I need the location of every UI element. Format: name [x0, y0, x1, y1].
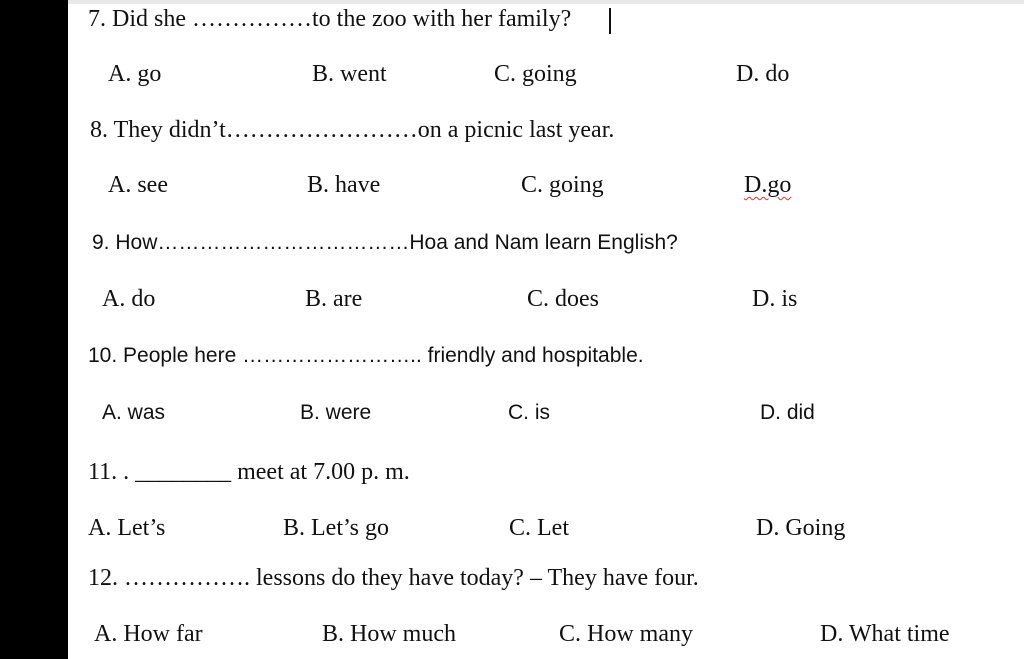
option-a[interactable]: A. see [108, 172, 168, 198]
option-b[interactable]: B. were [300, 401, 372, 424]
question-text: 8. They didn’t……………………on a picnic last year. [90, 117, 615, 143]
question-9 [68, 228, 1024, 258]
options-8 [68, 170, 1024, 200]
option-d[interactable]: D.go [744, 172, 792, 198]
question-11 [68, 457, 1024, 487]
question-text: 9. How………………………………Hoa and Nam learn English? [92, 231, 678, 254]
option-a[interactable]: A. go [108, 61, 162, 87]
option-c[interactable]: C. Let [509, 515, 569, 541]
option-a[interactable]: A. was [102, 401, 166, 424]
option-d[interactable]: D. Going [756, 515, 846, 541]
option-c[interactable]: C. is [508, 401, 550, 424]
option-a[interactable]: A. do [102, 286, 156, 312]
options-10 [68, 398, 1024, 428]
option-c[interactable]: C. going [494, 61, 577, 87]
question-7 [68, 4, 1024, 34]
options-11 [68, 513, 1024, 543]
question-text: 7. Did she ……………to the zoo with her family? [88, 6, 572, 32]
option-c[interactable]: C. How many [559, 621, 693, 647]
question-text: 11. . ________ meet at 7.00 p. m. [88, 459, 410, 485]
question-text: 12. ……………. lessons do they have today? – They have four. [88, 565, 699, 591]
option-b[interactable]: B. How much [322, 621, 456, 647]
option-a[interactable]: A. How far [94, 621, 203, 647]
options-12 [68, 619, 1024, 649]
question-12 [68, 563, 1024, 593]
option-c[interactable]: C. does [527, 286, 599, 312]
options-7 [68, 59, 1024, 89]
document-page [68, 0, 1024, 659]
option-b[interactable]: B. Let’s go [283, 515, 389, 541]
option-d[interactable]: D. do [736, 61, 790, 87]
options-9 [68, 284, 1024, 314]
option-b[interactable]: B. have [307, 172, 381, 198]
option-b[interactable]: B. are [305, 286, 363, 312]
question-8 [68, 115, 1024, 145]
text-cursor [609, 8, 611, 34]
question-10 [68, 341, 1024, 371]
option-d[interactable]: D. What time [820, 621, 950, 647]
option-c[interactable]: C. going [521, 172, 604, 198]
option-b[interactable]: B. went [312, 61, 387, 87]
question-text: 10. People here …………………….. friendly and hospitable. [88, 344, 644, 367]
option-d[interactable]: D. is [752, 286, 798, 312]
option-a[interactable]: A. Let’s [88, 515, 166, 541]
option-d[interactable]: D. did [760, 401, 815, 424]
